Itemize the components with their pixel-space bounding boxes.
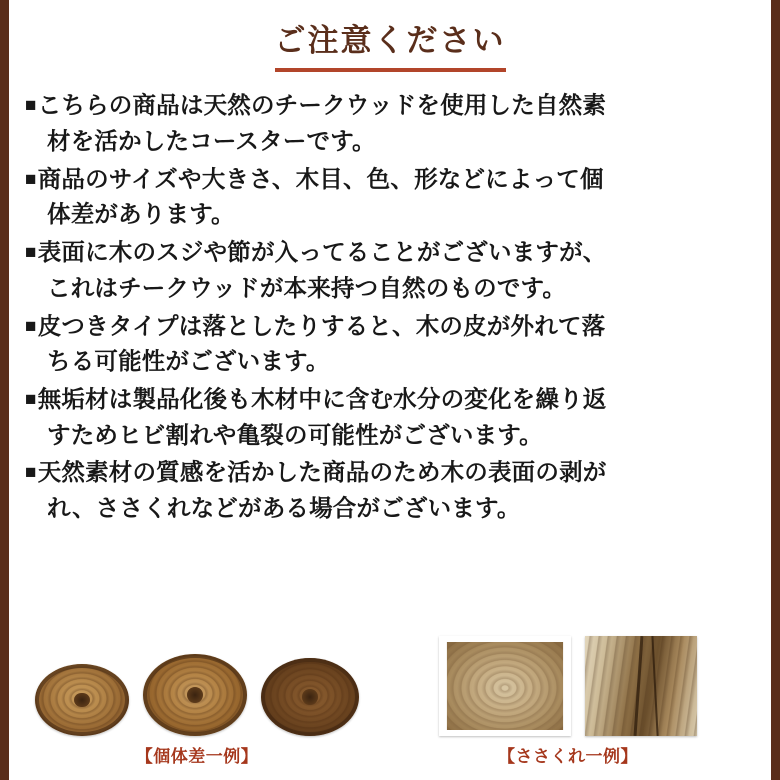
photo-group-splinter bbox=[439, 634, 697, 767]
photo-caption: 【ささくれ一例】 bbox=[498, 747, 638, 766]
wood-slice-medium-photo bbox=[143, 654, 247, 736]
list-item bbox=[25, 88, 749, 159]
photo-group-variation bbox=[35, 634, 359, 767]
square-bullet-icon: ■ bbox=[25, 388, 37, 410]
notice-text-line1: 商品のサイズや大きさ、木目、色、形などによって個 bbox=[37, 165, 604, 192]
list-item bbox=[25, 235, 749, 306]
notice-text-line2: れ、ささくれなどがある場合がございます。 bbox=[47, 495, 521, 522]
square-bullet-icon: ■ bbox=[25, 168, 37, 190]
bark-slice-top-view-photo bbox=[439, 636, 571, 736]
square-bullet-icon: ■ bbox=[25, 315, 37, 337]
wood-slice-light-photo bbox=[35, 664, 129, 736]
notice-list bbox=[9, 88, 771, 527]
square-bullet-icon: ■ bbox=[25, 462, 37, 484]
notice-text-line2: 材を活かしたコースターです。 bbox=[47, 127, 376, 154]
notice-text-line1: こちらの商品は天然のチークウッドを使用した自然素 bbox=[37, 92, 607, 119]
photo-caption: 【個体差一例】 bbox=[135, 747, 259, 766]
list-item bbox=[25, 309, 749, 380]
photo-strip bbox=[9, 634, 771, 780]
photo-row bbox=[439, 634, 697, 736]
bark-edge-closeup-photo bbox=[585, 636, 697, 736]
square-bullet-icon: ■ bbox=[25, 95, 37, 117]
notice-page-inner bbox=[9, 0, 771, 780]
square-bullet-icon: ■ bbox=[25, 242, 37, 264]
bark-edge-texture bbox=[35, 664, 129, 736]
wood-slice-dark-photo bbox=[261, 658, 359, 736]
notice-text-line1: 皮つきタイプは落としたりすると、木の皮が外れて落 bbox=[37, 312, 606, 339]
list-item bbox=[25, 382, 749, 453]
notice-text-line1: 表面に木のスジや節が入ってることがございますが、 bbox=[37, 239, 607, 266]
list-item bbox=[25, 455, 749, 526]
list-item bbox=[25, 162, 749, 233]
notice-text-line1: 天然素材の質感を活かした商品のため木の表面の剥が bbox=[37, 459, 607, 486]
notice-text-line2: 体差があります。 bbox=[47, 201, 235, 228]
notice-text-line2: これはチークウッドが本来持つ自然のものです。 bbox=[47, 274, 567, 301]
wood-rings-texture bbox=[439, 636, 571, 736]
notice-text-line1: 無垢材は製品化後も木材中に含む水分の変化を繰り返 bbox=[37, 385, 607, 412]
bark-edge-texture bbox=[261, 658, 359, 736]
page-title: ご注意ください bbox=[275, 22, 506, 72]
notice-text-line2: ちる可能性がございます。 bbox=[47, 348, 330, 375]
bark-edge-texture bbox=[143, 654, 247, 736]
page-title-wrap bbox=[9, 0, 771, 72]
photo-row bbox=[35, 634, 359, 736]
notice-text-line2: すためヒビ割れや亀裂の可能性がございます。 bbox=[47, 421, 543, 448]
